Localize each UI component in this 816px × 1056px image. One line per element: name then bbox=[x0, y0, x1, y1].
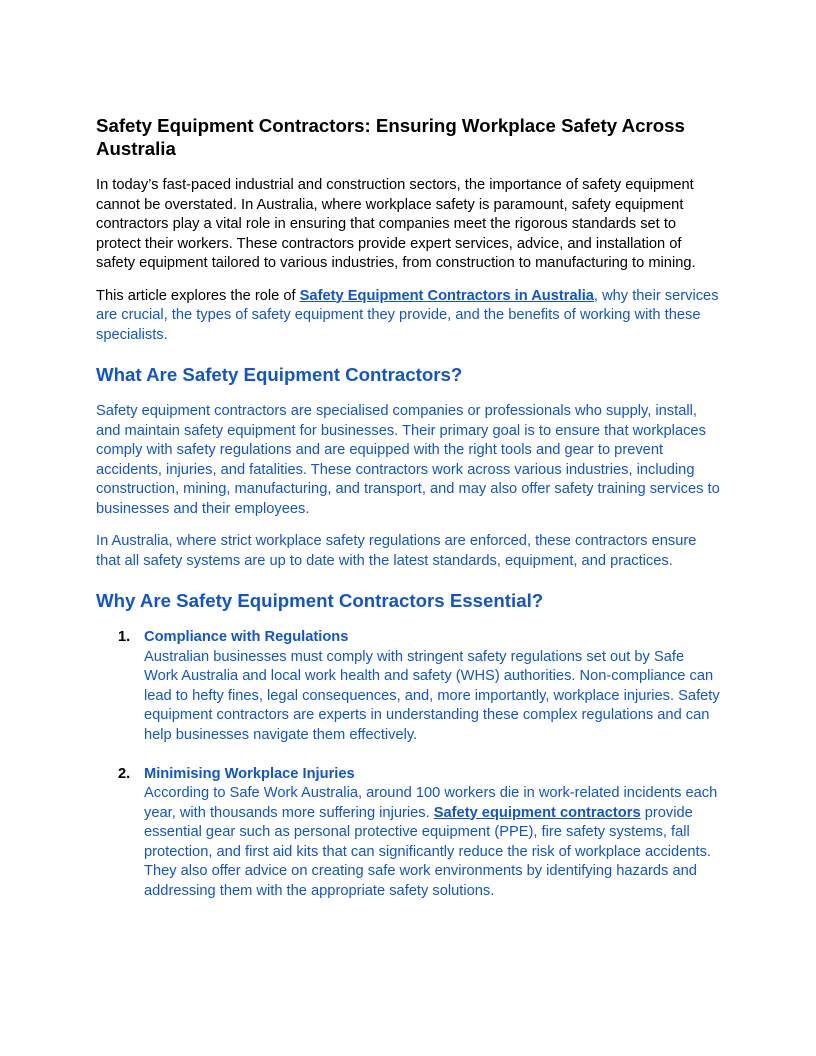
safety-equipment-contractors-link[interactable]: Safety equipment contractors bbox=[433, 804, 641, 821]
explore-text: This article explores the role of bbox=[96, 287, 300, 304]
list-item bbox=[96, 765, 722, 902]
list-item-body: Australian businesses must comply with stringent safety regulations set out by Safe Work Australia and local work health and safety (WHS) authorities. Non-compliance can lead to hefty fines, legal consequences, and, more importantly, workplace injuries. Safety equipment contractors are experts in understanding these complex regulations and can help businesses navigate them effectively. bbox=[144, 648, 720, 743]
list-number: 2. bbox=[118, 765, 131, 782]
safety-contractors-australia-link[interactable]: Safety Equipment Contractors in Australia bbox=[299, 287, 594, 304]
list-item bbox=[96, 628, 722, 745]
reasons-list bbox=[96, 628, 722, 901]
explore-paragraph bbox=[96, 287, 722, 346]
list-item-body-after: provide essential gear such as personal protective equipment (PPE), fire safety systems, fall protection, and first aid kits that can significantly reduce the risk of workplace accidents. They also offer advice on creating safe work environments by identifying hazards and addressing them with the appropriate safety solutions. bbox=[144, 804, 711, 899]
list-number: 1. bbox=[118, 629, 131, 645]
section-heading-what: What Are Safety Equipment Contractors? bbox=[96, 364, 463, 385]
section-heading-why: Why Are Safety Equipment Contractors Essential? bbox=[96, 590, 544, 611]
explore-text-after: , why their services are crucial, the types of safety equipment they provide, and the benefits of working with these specialists. bbox=[96, 287, 719, 343]
section1-paragraph-2: In Australia, where strict workplace safety regulations are enforced, these contractors ensure that all safety systems are up to date with the latest standards, equipment, and practices. bbox=[96, 533, 697, 569]
document-page bbox=[96, 114, 722, 921]
intro-paragraph: In today’s fast-paced industrial and construction sectors, the importance of safety equipment cannot be overstated. In Australia, where workplace safety is paramount, safety equipment contractors play a vital role in ensuring that companies meet the rigorous standards set to protect their workers. These contractors provide expert services, advice, and installation of safety equipment tailored to various industries, from construction to manufacturing to mining. bbox=[96, 177, 696, 271]
document-title: Safety Equipment Contractors: Ensuring Workplace Safety Across Australia bbox=[96, 115, 685, 159]
list-item-title: Compliance with Regulations bbox=[144, 629, 349, 645]
list-item-title: Minimising Workplace Injuries bbox=[144, 765, 355, 782]
list-item-body: According to Safe Work Australia, around 100 workers die in work-related incidents each year, with thousands more suffering injuries. bbox=[144, 785, 718, 821]
section1-paragraph-1: Safety equipment contractors are specialised companies or professionals who supply, install, and maintain safety equipment for businesses. Their primary goal is to ensure that workplaces comply with safety regulations and are equipped with the right tools and gear to prevent accidents, injuries, and fatalities. These contractors work across various industries, including construction, mining, manufacturing, and transport, and may also offer safety training services to businesses and their employees. bbox=[96, 403, 720, 517]
